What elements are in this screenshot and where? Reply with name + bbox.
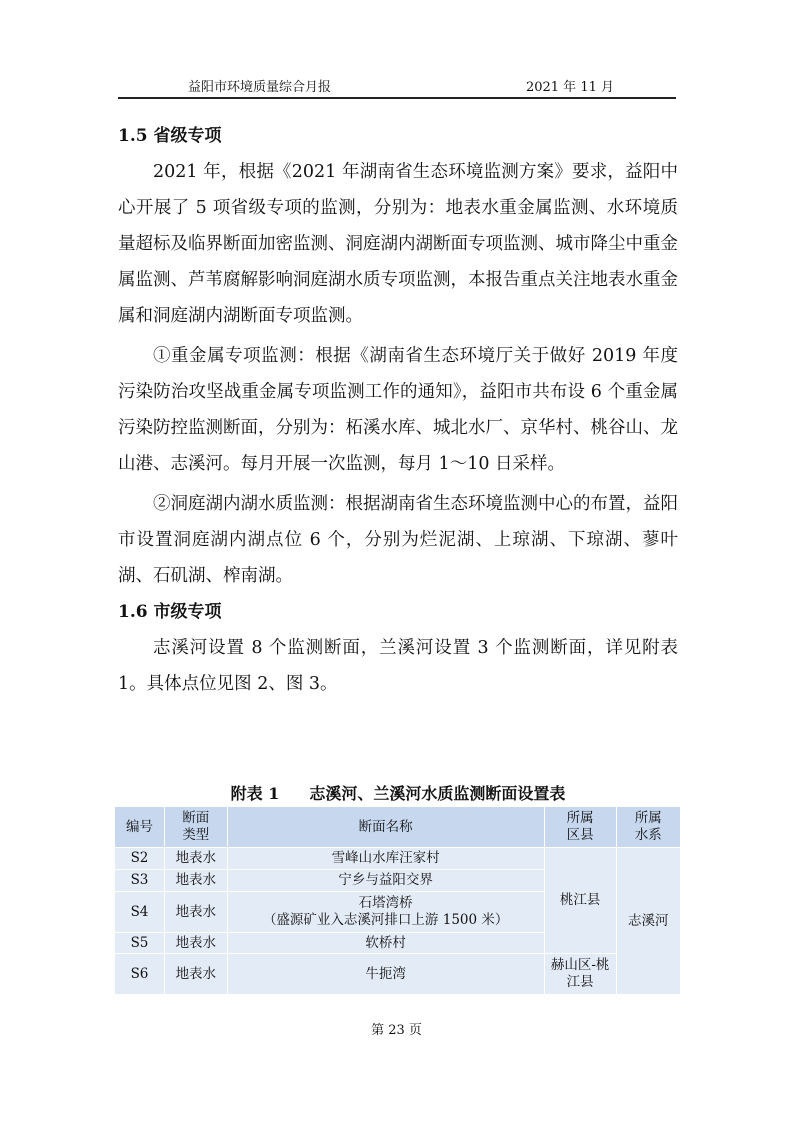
- cell-type: 地表水: [164, 954, 227, 995]
- cell-type: 地表水: [164, 848, 227, 870]
- cell-id: S5: [115, 933, 165, 954]
- cell-name: 软桥村: [227, 933, 544, 954]
- paragraph-municipal: 志溪河设置 8 个监测断面，兰溪河设置 3 个监测断面，详见附表 1。具体点位见图 2、图 3。: [118, 638, 678, 694]
- table-caption-label: 附表 1: [230, 784, 280, 803]
- report-date: 2021 年 11 月: [525, 80, 614, 95]
- cell-id: S6: [115, 954, 165, 995]
- paragraph-provincial-intro: 2021 年，根据《2021 年湖南省生态环境监测方案》要求，益阳中心开展了 5 项省级专项的监测，分别为：地表水重金属监测、水环境质量超标及临界断面加密监测、洞庭湖内湖断面专项监测、城市降尘中重金属监测、芦苇腐解影响洞庭湖水质专项监测，本报告重点关注地表水重金属和洞庭湖内湖断面专项监测。: [118, 162, 678, 326]
- header-water: 所属水系: [616, 807, 680, 848]
- section-heading-municipal: 1.6 市级专项: [118, 602, 222, 622]
- monitoring-section-table: [114, 806, 681, 995]
- cell-id: S3: [115, 870, 165, 892]
- header-name: 断面名称: [227, 807, 544, 848]
- header-type: 断面类型: [164, 807, 227, 848]
- cell-name-main: 石塔湾桥: [358, 895, 413, 911]
- cell-type: 地表水: [164, 933, 227, 954]
- table-caption-title: 志溪河、兰溪河水质监测断面设置表: [309, 784, 566, 803]
- cell-id: S2: [115, 848, 165, 870]
- cell-type: 地表水: [164, 870, 227, 892]
- page-number: 第 23 页: [371, 1023, 422, 1038]
- cell-name: 宁乡与益阳交界: [227, 870, 544, 892]
- table-row: [115, 954, 681, 995]
- page-header: [118, 74, 676, 96]
- report-title: 益阳市环境质量综合月报: [188, 80, 332, 95]
- table-header-row: [115, 807, 681, 848]
- cell-id: S4: [115, 892, 165, 933]
- cell-water-group: 志溪河: [616, 848, 680, 995]
- header-county: 所属区县: [544, 807, 616, 848]
- header-id: 编号: [115, 807, 165, 848]
- cell-county-group: 桃江县: [544, 848, 616, 954]
- table-caption: [118, 783, 678, 805]
- header-rule: [118, 97, 676, 99]
- cell-name-note: （盛源矿业入志溪河排口上游 1500 米）: [262, 912, 509, 928]
- cell-county: 赫山区-桃江县: [544, 954, 616, 995]
- paragraph-heavy-metal: ①重金属专项监测：根据《湖南省生态环境厅关于做好 2019 年度污染防治攻坚战重金属专项监测工作的通知》，益阳市共布设 6 个重金属污染防控监测断面，分别为：柘溪水库、城北水厂、京华村、桃谷山、龙山港、志溪河。每月开展一次监测，每月 1～10 日采样。: [118, 346, 678, 474]
- cell-name: 牛扼湾: [227, 954, 544, 995]
- table-row: [115, 848, 681, 870]
- body-content: [118, 118, 678, 702]
- cell-name: 雪峰山水库汪家村: [227, 848, 544, 870]
- cell-type: 地表水: [164, 892, 227, 933]
- section-heading-provincial: 1.5 省级专项: [118, 126, 222, 146]
- paragraph-dongting-lake: ②洞庭湖内湖水质监测：根据湖南省生态环境监测中心的布置，益阳市设置洞庭湖内湖点位 6 个，分别为烂泥湖、上琼湖、下琼湖、蓼叶湖、石矶湖、榨南湖。: [118, 494, 678, 586]
- cell-name: [227, 892, 544, 933]
